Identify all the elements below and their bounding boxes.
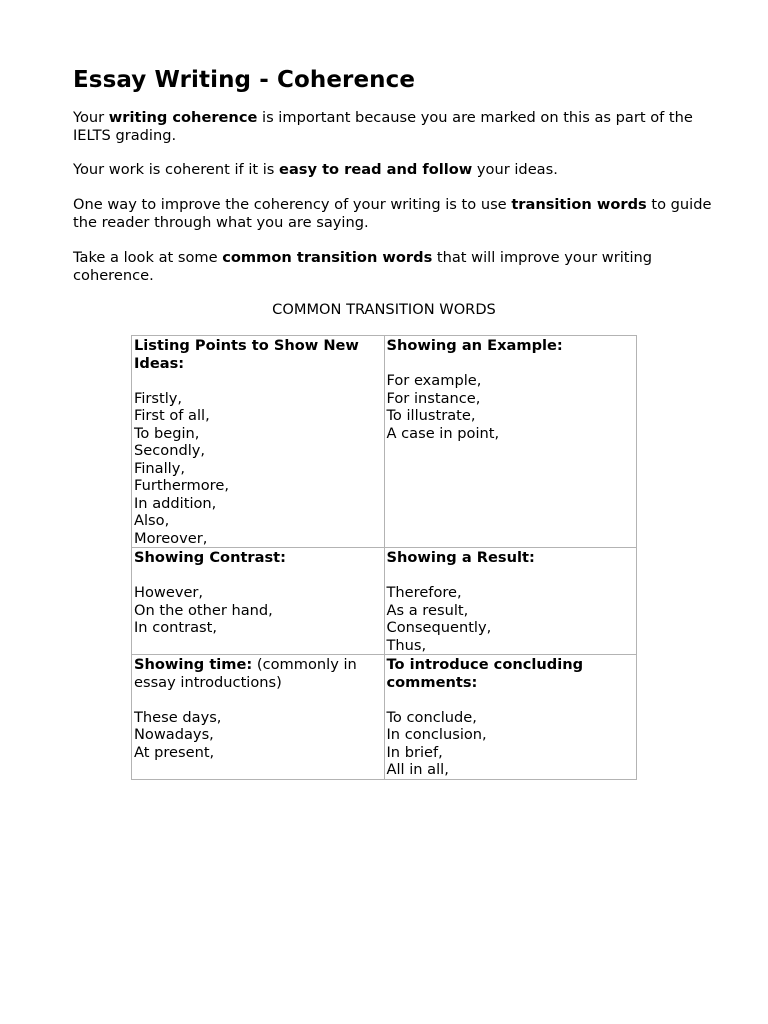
list-item: For instance, bbox=[386, 389, 481, 407]
list-item: Consequently, bbox=[386, 619, 492, 636]
text: to guide the reader through what you are saying. bbox=[73, 196, 712, 231]
cell-concluding bbox=[384, 655, 637, 780]
bold-text: transition words bbox=[511, 196, 647, 213]
list-item: Nowadays, bbox=[134, 726, 214, 743]
list-item: Also, bbox=[134, 512, 170, 529]
cell-contrast bbox=[132, 548, 385, 655]
list-item: To begin, bbox=[134, 424, 200, 442]
table-row bbox=[132, 655, 637, 780]
text: Take a look at some bbox=[73, 249, 223, 266]
list-item: In conclusion, bbox=[386, 726, 487, 743]
cell-listing bbox=[132, 336, 385, 548]
list-item: Thus, bbox=[386, 636, 427, 654]
list-item: Firstly, bbox=[134, 389, 183, 407]
cell-heading-note: (commonly in essay introductions) bbox=[134, 656, 357, 691]
cell-heading: To introduce concluding comments: bbox=[386, 656, 584, 691]
cell-heading: Showing Contrast: bbox=[134, 549, 286, 566]
list-item: Secondly, bbox=[134, 442, 206, 459]
cell-heading: Showing a Result: bbox=[386, 549, 535, 566]
item-list bbox=[387, 709, 635, 779]
list-item: To illustrate, bbox=[386, 407, 476, 424]
cell-heading-bold: Showing time: bbox=[134, 656, 253, 673]
cell-heading: Showing an Example: bbox=[386, 337, 563, 354]
list-item: A case in point, bbox=[386, 424, 500, 442]
cell-example bbox=[384, 336, 637, 548]
list-item: Finally, bbox=[134, 459, 185, 477]
list-item: On the other hand, bbox=[134, 601, 273, 619]
table-row bbox=[132, 336, 637, 548]
page-title: Essay Writing - Coherence bbox=[73, 67, 416, 93]
table-title: COMMON TRANSITION WORDS bbox=[272, 301, 496, 318]
bold-text: common transition words bbox=[222, 249, 433, 266]
list-item: At present, bbox=[134, 743, 215, 761]
cell-time bbox=[132, 655, 385, 780]
item-list bbox=[134, 390, 382, 548]
item-list bbox=[134, 709, 382, 762]
coherent-paragraph bbox=[73, 161, 713, 179]
text: is important because you are marked on this as part of the IELTS grading. bbox=[73, 109, 693, 144]
list-item: For example, bbox=[386, 372, 482, 389]
list-item: However, bbox=[134, 584, 204, 601]
text: your ideas. bbox=[472, 161, 558, 178]
list-item: First of all, bbox=[134, 407, 210, 424]
table-row bbox=[132, 548, 637, 655]
list-item: Moreover, bbox=[134, 529, 208, 547]
bold-text: easy to read and follow bbox=[279, 161, 473, 178]
list-item: In contrast, bbox=[134, 619, 218, 636]
list-item: As a result, bbox=[386, 601, 469, 619]
text: Your bbox=[73, 109, 109, 126]
list-item: Therefore, bbox=[386, 584, 462, 601]
transition-words-table bbox=[131, 335, 637, 780]
intro-paragraph bbox=[73, 109, 713, 144]
item-list bbox=[387, 584, 635, 654]
cell-heading: Listing Points to Show New Ideas: bbox=[134, 337, 359, 372]
item-list bbox=[387, 372, 635, 442]
text: that will improve your writing coherence. bbox=[73, 249, 653, 284]
list-item: Furthermore, bbox=[134, 477, 229, 494]
list-item: All in all, bbox=[386, 761, 449, 778]
text: One way to improve the coherency of your writing is to use bbox=[73, 196, 512, 213]
look-paragraph bbox=[73, 249, 713, 284]
cell-heading bbox=[134, 656, 382, 691]
bold-text: writing coherence bbox=[108, 109, 258, 126]
improve-paragraph bbox=[73, 196, 713, 231]
item-list bbox=[134, 584, 382, 637]
list-item: To conclude, bbox=[386, 708, 477, 726]
list-item: These days, bbox=[134, 708, 222, 726]
text: Your work is coherent if it is bbox=[73, 161, 280, 178]
cell-result bbox=[384, 548, 637, 655]
list-item: In brief, bbox=[386, 743, 443, 761]
list-item: In addition, bbox=[134, 494, 217, 512]
